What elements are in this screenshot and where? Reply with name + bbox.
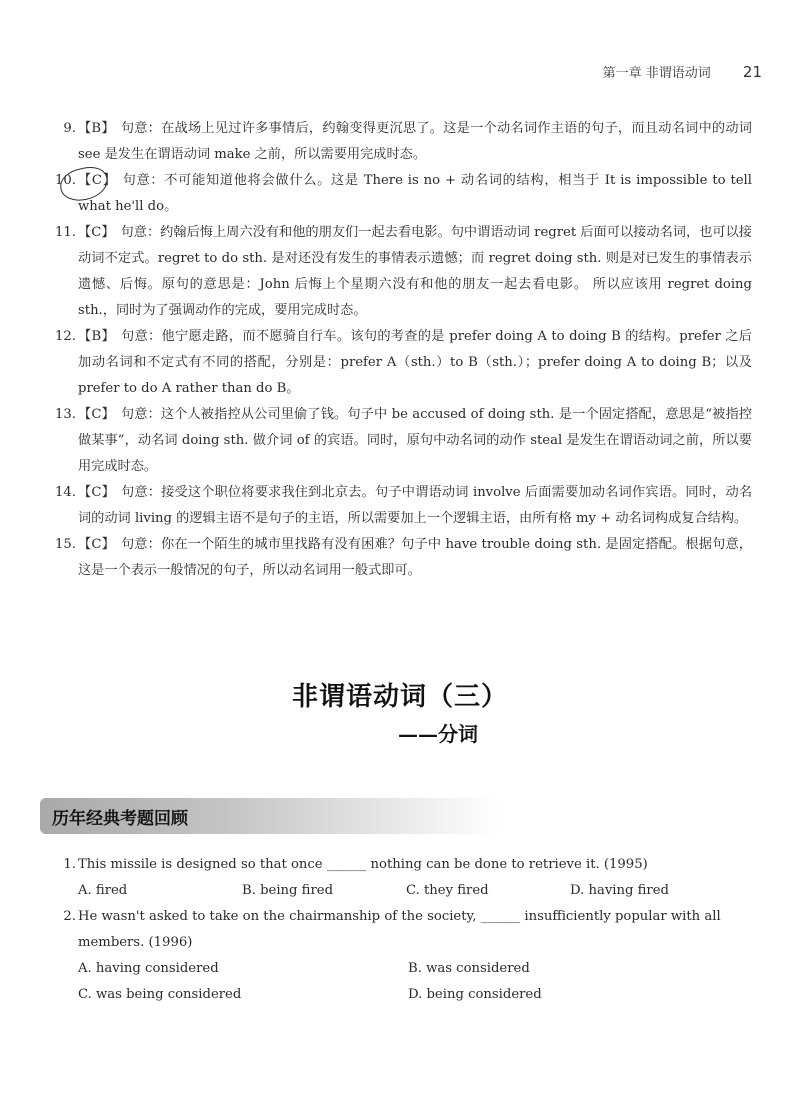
answer-number: 11.	[55, 225, 76, 240]
option: A. fired	[78, 883, 128, 898]
answer-item	[40, 324, 752, 402]
answer-text: 句意：不可能知道他将会做什么。这是 There is no + 动名词的结构，相当于 It is impossible to tell what he'll do。	[78, 173, 752, 214]
answer-item	[40, 220, 752, 324]
option: D. being considered	[408, 987, 542, 1002]
option: B. was considered	[408, 961, 530, 976]
chapter-title: 第一章 非谓语动词	[602, 66, 711, 81]
answer-item	[40, 480, 752, 532]
question-number: 1.	[63, 857, 76, 872]
answer-key: 【C】	[78, 537, 115, 552]
page-number: 21	[742, 63, 762, 81]
answer-number: 12.	[55, 329, 76, 344]
page-header	[603, 62, 762, 81]
review-banner	[40, 798, 500, 834]
answer-text: 句意：在战场上见过许多事情后，约翰变得更沉思了。这是一个动名词作主语的句子，而且动名词中的动词 see 是发生在谓语动词 make 之前，所以需要用完成时态。	[78, 121, 752, 162]
answer-text: 句意：他宁愿走路，而不愿骑自行车。该句的考查的是 prefer doing A to doing B 的结构。prefer 之后加动名词和不定式有不同的搭配，分别是：prefer A（sth.）to B（sth.）；prefer doing A to doing B；以及 prefer to do A rather than do B。	[78, 329, 752, 396]
answer-item	[40, 168, 752, 220]
answer-item	[40, 532, 752, 584]
question-text: He wasn't asked to take on the chairmanship of the society, ______ insufficiently popular with all members. (1996)	[78, 909, 721, 950]
answer-text: 句意：这个人被指控从公司里偷了钱。句子中 be accused of doing sth. 是一个固定搭配，意思是“被指控做某事”，动名词 doing sth. 做介词 of 的宾语。同时，原句中动名词的动作 steal 是发生在谓语动词之前，所以要用完成时态。	[78, 407, 752, 474]
answer-key: 【B】	[78, 329, 115, 344]
section-subtitle: ——分词	[398, 722, 478, 746]
answer-number: 10.	[55, 173, 76, 188]
option: C. was being considered	[78, 987, 242, 1002]
question-text: This missile is designed so that once ______ nothing can be done to retrieve it. (1995)	[78, 857, 648, 872]
question-number: 2.	[63, 909, 76, 924]
question-item	[40, 852, 752, 878]
answer-text: 句意：接受这个职位将要求我住到北京去。句子中谓语动词 involve 后面需要加动名词作宾语。同时，动名词的动词 living 的逻辑主语不是句子的主语，所以需要加上一个逻辑主语，由所有格 my + 动名词构成复合结构。	[78, 485, 753, 526]
banner-label: 历年经典考题回顾	[52, 809, 188, 829]
question-options	[40, 982, 752, 1008]
option: A. having considered	[78, 961, 219, 976]
option: B. being fired	[242, 883, 334, 898]
answer-key: 【C】	[78, 485, 116, 500]
section-title: 非谓语动词（三）	[291, 682, 508, 712]
answer-key: 【C】	[78, 407, 115, 422]
answer-text: 句意：约翰后悔上周六没有和他的朋友们一起去看电影。句中谓语动词 regret 后面可以接动名词，也可以接动词不定式。regret to do sth. 是对还没有发生的事情表示遗憾；而 regret doing sth. 则是对已发生的事情表示遗憾、后悔。原句的意思是：John 后悔上个星期六没有和他的朋友一起去看电影。 所以应该用 regret doing sth.，同时为了强调动作的完成，要用完成时态。	[78, 225, 752, 318]
answer-number: 15.	[55, 537, 76, 552]
answer-number: 13.	[55, 407, 76, 422]
option: D. having fired	[570, 883, 669, 898]
answer-number: 14.	[55, 485, 76, 500]
answer-text: 句意：你在一个陌生的城市里找路有没有困难？句子中 have trouble doing sth. 是固定搭配。根据句意，这是一个表示一般情况的句子，所以动名词用一般式即可。	[78, 537, 752, 578]
question-options	[40, 956, 752, 982]
answer-key: 【C】	[78, 173, 117, 188]
exam-questions	[40, 852, 752, 1008]
question-item	[40, 904, 752, 956]
answer-number: 9.	[63, 121, 76, 136]
option: C. they fired	[406, 883, 489, 898]
answer-item	[40, 402, 752, 480]
answer-item	[40, 116, 752, 168]
answer-key: 【B】	[78, 121, 115, 136]
answer-key: 【C】	[78, 225, 115, 240]
question-options	[40, 878, 752, 904]
answer-explanations	[40, 116, 752, 584]
